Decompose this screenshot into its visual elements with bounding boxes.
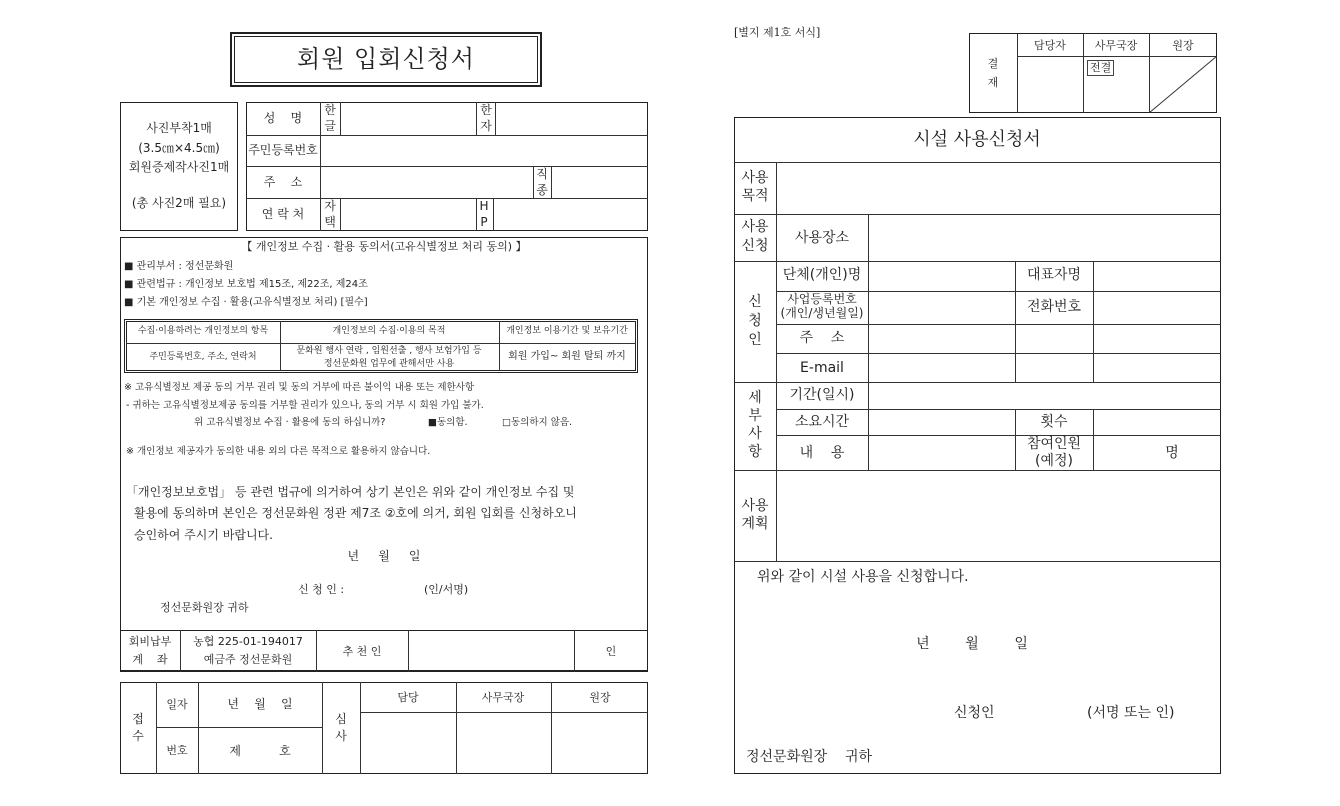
approval-label-2: 재 (987, 76, 999, 89)
org-field[interactable] (870, 263, 1014, 290)
photo-note-3: 회원증제작사진1매 (128, 160, 230, 174)
rep-field[interactable] (1095, 263, 1219, 290)
member-sign-label: (인/서명) (424, 583, 469, 596)
duration-field[interactable] (870, 411, 1014, 434)
content-label: 내 용 (799, 445, 845, 461)
period-field[interactable] (870, 384, 1219, 408)
phone-field[interactable] (1095, 293, 1219, 323)
consent-td-period: 회원 가입~ 회원 탈퇴 까지 (508, 351, 626, 362)
consent-th-purpose: 개인정보의 수집·이용의 목적 (332, 326, 446, 336)
bank-account: 농협 225-01-194017 (193, 635, 303, 648)
facility-addressee: 정선문화원장 귀하 (746, 749, 872, 765)
people-label-2: (예정) (1035, 453, 1073, 469)
consent-td-purpose-2: 정선문화원 업무에 관해서만 사용 (323, 359, 455, 369)
applicant-label-2: 청 (748, 313, 762, 329)
reg-label-2: (개인/생년월일) (780, 306, 864, 320)
consent-title: 【 개인정보 수집 · 활용 동의서(고유식별정보 처리 동의) 】 (241, 240, 527, 253)
consent-note-2: - 귀하는 고유식별정보제공 동의를 거부할 권리가 있으나, 동의 거부 시 회원 가입 불가. (126, 400, 484, 411)
approval-label-1: 결 (987, 57, 999, 70)
receipt-number-label: 번호 (166, 744, 188, 757)
mobile-field[interactable] (495, 200, 646, 230)
consent-paragraph-1: 「개인정보보호법」 등 관련 법규에 의거하여 상기 본인은 위와 같이 개인정보 수집 및 (126, 485, 575, 499)
email-field[interactable] (870, 355, 1014, 381)
facility-applicant-label: 신청인 (954, 705, 995, 721)
reg-label-1: 사업등록번호 (787, 292, 857, 306)
consent-law: ■ 관련법규 : 개인정보 보호법 제15조, 제22조, 제24조 (124, 279, 368, 290)
home-label-1: 자 (324, 199, 336, 213)
consent-td-items: 주민등록번호, 주소, 연락처 (149, 352, 257, 362)
facility-statement: 위와 같이 시설 사용을 신청합니다. (757, 569, 969, 585)
applicant-label-1: 신 (748, 294, 762, 310)
form-number: [별지 제1호 서식] (734, 26, 821, 39)
plan-label-1: 사용 (741, 498, 769, 514)
member-date: 년 월 일 (347, 549, 421, 563)
content-field[interactable] (870, 437, 1014, 469)
receipt-col-director: 원장 (589, 691, 611, 704)
job-field[interactable] (553, 168, 646, 197)
member-addressee: 정선문화원장 귀하 (160, 601, 249, 614)
approval-diagonal (1149, 56, 1217, 113)
name-hangul-field[interactable] (342, 104, 474, 134)
facility-date: 년 월 일 (916, 636, 1028, 652)
consent-dept: ■ 관리부서 : 정선문화원 (124, 261, 234, 272)
purpose-label-2: 목적 (741, 188, 769, 204)
plan-label-2: 계획 (741, 516, 769, 532)
job-label-2: 종 (536, 183, 548, 197)
hanja-label-1: 한 (480, 103, 492, 117)
address-label: 주 소 (263, 175, 303, 189)
receipt-label-1: 접 (132, 712, 144, 726)
consent-td-purpose-1: 문화원 행사 연락 , 임원선출 , 행사 보험가입 등 (296, 346, 482, 356)
job-label-1: 직 (536, 167, 548, 181)
recommender-field[interactable] (410, 632, 572, 670)
phone-label: 전화번호 (1026, 299, 1082, 315)
approval-stamp: 전결 (1087, 60, 1114, 76)
consent-basic: ■ 기본 개인정보 수집 · 활용(고유식별정보 처리) [필수] (124, 297, 368, 308)
member-form-title: 회원 입회신청서 (297, 45, 475, 73)
consent-note-1: ※ 고유식별정보 제공 동의 거부 권리 및 동의 거부에 따른 불이익 내용 또는 제한사항 (124, 382, 475, 393)
review-label-1: 심 (335, 712, 347, 726)
payment-label-1: 회비납부 (128, 635, 172, 648)
details-label-4: 항 (748, 444, 762, 460)
people-unit: 명 (1165, 445, 1179, 461)
rrn-field[interactable] (322, 137, 646, 165)
rrn-label: 주민등록번호 (248, 143, 318, 157)
apply-label-2: 신청 (741, 238, 769, 254)
recommender-label: 추 천 인 (342, 645, 382, 658)
reg-field[interactable] (870, 293, 1014, 323)
applicant-label-3: 인 (748, 332, 762, 348)
consent-th-period: 개인정보 이용기간 및 보유기간 (506, 326, 628, 336)
people-field[interactable] (1095, 437, 1155, 469)
bank-holder: 예금주 정선문화원 (203, 653, 293, 666)
approval-col-staff: 담당자 (1034, 39, 1066, 52)
facility-applicant-field[interactable] (1000, 700, 1082, 722)
consent-th-items: 수집·이용하려는 개인정보의 항목 (137, 326, 269, 336)
count-label: 횟수 (1040, 414, 1068, 430)
consent-disagree[interactable]: □동의하지 않음. (502, 417, 573, 428)
consent-agree[interactable]: ■동의함. (428, 417, 468, 428)
approval-col-director: 원장 (1172, 39, 1194, 52)
place-field[interactable] (870, 216, 1219, 259)
receipt-label-2: 수 (132, 729, 144, 743)
hp-label-1: H (479, 199, 489, 213)
receipt-col-secretary: 사무국장 (481, 691, 525, 704)
duration-label: 소요시간 (794, 414, 850, 430)
period-label: 기간(일시) (789, 387, 855, 403)
facility-form-title: 시설 사용신청서 (913, 129, 1041, 150)
hangul-label-2: 글 (324, 119, 336, 133)
facility-sign-label: (서명 또는 인) (1087, 705, 1175, 721)
purpose-field[interactable] (778, 164, 1219, 212)
consent-paragraph-2: 활용에 동의하며 본인은 정선문화원 정관 제7조 ②호에 의거, 회원 입회를 신청하오니 (134, 506, 577, 520)
approval-col-secretary: 사무국장 (1094, 39, 1138, 52)
photo-note-1: 사진부착1매 (146, 121, 212, 135)
plan-field[interactable] (778, 472, 1219, 560)
details-label-1: 세 (748, 390, 762, 406)
payment-label-2: 계 좌 (132, 653, 168, 666)
recommender-seal: 인 (605, 645, 617, 658)
home-label-2: 택 (324, 215, 336, 229)
photo-note-4: (총 사진2매 필요) (131, 196, 227, 210)
member-applicant-field[interactable] (356, 580, 420, 598)
consent-paragraph-3: 승인하여 주시기 바랍니다. (134, 528, 273, 542)
home-phone-field[interactable] (342, 200, 474, 230)
fac-address-label: 주 소 (799, 330, 845, 346)
receipt-col-staff: 담당 (397, 691, 419, 704)
name-label: 성 명 (263, 111, 303, 125)
hangul-label-1: 한 (324, 103, 336, 117)
hp-label-2: P (480, 215, 488, 229)
apply-label-1: 사용 (741, 219, 769, 235)
hanja-label-2: 자 (480, 119, 492, 133)
photo-note-2: (3.5㎝×4.5㎝) (138, 141, 220, 155)
fac-address-field[interactable] (870, 326, 1014, 352)
details-label-3: 사 (748, 426, 762, 442)
contact-label: 연 락 처 (261, 207, 305, 221)
email-label: E-mail (800, 360, 844, 376)
address-field[interactable] (322, 168, 532, 197)
receipt-date-value: 년 월 일 (227, 697, 293, 711)
review-label-2: 사 (335, 729, 347, 743)
member-applicant-label: 신 청 인 : (298, 583, 345, 596)
rep-label: 대표자명 (1026, 267, 1082, 283)
receipt-date-label: 일자 (166, 698, 188, 711)
count-field[interactable] (1095, 411, 1219, 434)
receipt-box (120, 682, 648, 774)
place-label: 사용장소 (794, 230, 850, 246)
consent-note-3: ※ 개인정보 제공자가 동의한 내용 외의 다른 목적으로 활용하지 않습니다. (126, 446, 431, 457)
people-label-1: 참여인원 (1026, 436, 1082, 452)
purpose-label-1: 사용 (741, 170, 769, 186)
receipt-number-value: 제 호 (229, 744, 291, 758)
name-hanja-field[interactable] (497, 104, 646, 134)
consent-question: 위 고유식별정보 수집 · 활용에 동의 하십니까? (194, 417, 386, 428)
details-label-2: 부 (748, 408, 762, 424)
org-label: 단체(개인)명 (782, 267, 862, 283)
